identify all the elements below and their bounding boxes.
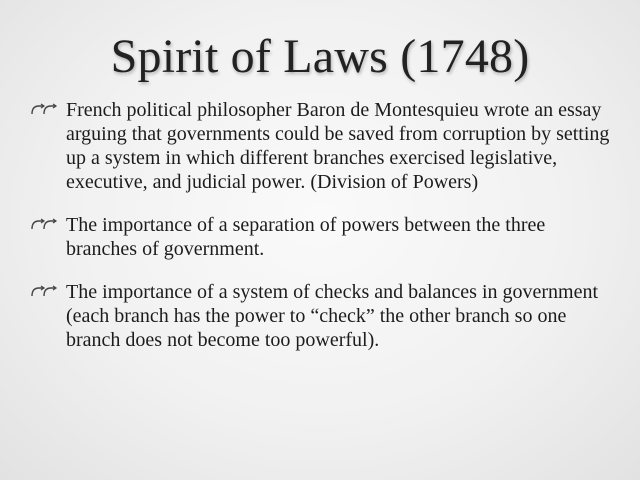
slide-title: Spirit of Laws (1748) [110,30,530,83]
bullet-text: The importance of a system of checks and balances in government (each branch has the power to “check” the other branch so one branch does not become too powerful). [66,281,599,351]
bullet-item [30,213,620,261]
bullet-item [30,280,620,352]
bullet-list [30,98,620,371]
curled-arrows-icon [30,285,58,299]
curled-arrows-icon [30,218,58,232]
bullet-text: French political philosopher Baron de Montesquieu wrote an essay arguing that governments could be saved from corruption by setting up a system in which different branches exercised legislative, executive, and judicial power. (Division of Powers) [66,99,610,193]
bullet-item [30,98,620,194]
bullet-text: The importance of a separation of powers between the three branches of government. [66,214,546,260]
curled-arrows-icon [30,103,58,117]
